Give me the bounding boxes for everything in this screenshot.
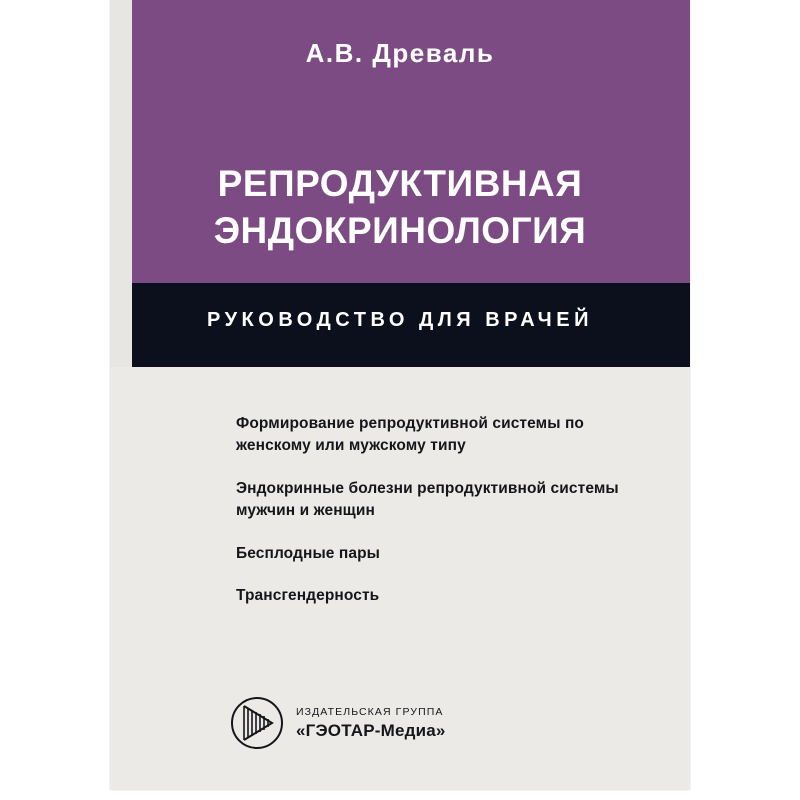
geotar-media-logo-icon	[230, 696, 284, 750]
feature-list	[236, 413, 636, 628]
title-line-1: РЕПРОДУКТИВНАЯ	[217, 163, 583, 204]
publisher-block	[230, 696, 590, 754]
book-subtitle: РУКОВОДСТВО ДЛЯ ВРАЧЕЙ	[207, 309, 593, 331]
publisher-name: «ГЭОТАР-Медиа»	[296, 721, 446, 740]
title-line-2: ЭНДОКРИНОЛОГИЯ	[213, 210, 587, 252]
list-item: Формирование репродуктивной системы по женскому или мужскому типу	[236, 415, 584, 455]
book-cover	[110, 0, 690, 790]
author-name: А.В. Древаль	[305, 38, 495, 68]
list-item: Эндокринные болезни репродуктивной системы мужчин и женщин	[236, 479, 619, 520]
dark-subtitle-band	[110, 283, 690, 367]
list-item: Бесплодные пары	[236, 544, 380, 562]
publisher-group-label: ИЗДАТЕЛЬСКАЯ ГРУППА	[296, 706, 444, 718]
book-title	[110, 160, 690, 255]
list-item: Трансгендерность	[236, 587, 380, 605]
publisher-text	[296, 706, 446, 741]
purple-header-band	[110, 0, 690, 283]
